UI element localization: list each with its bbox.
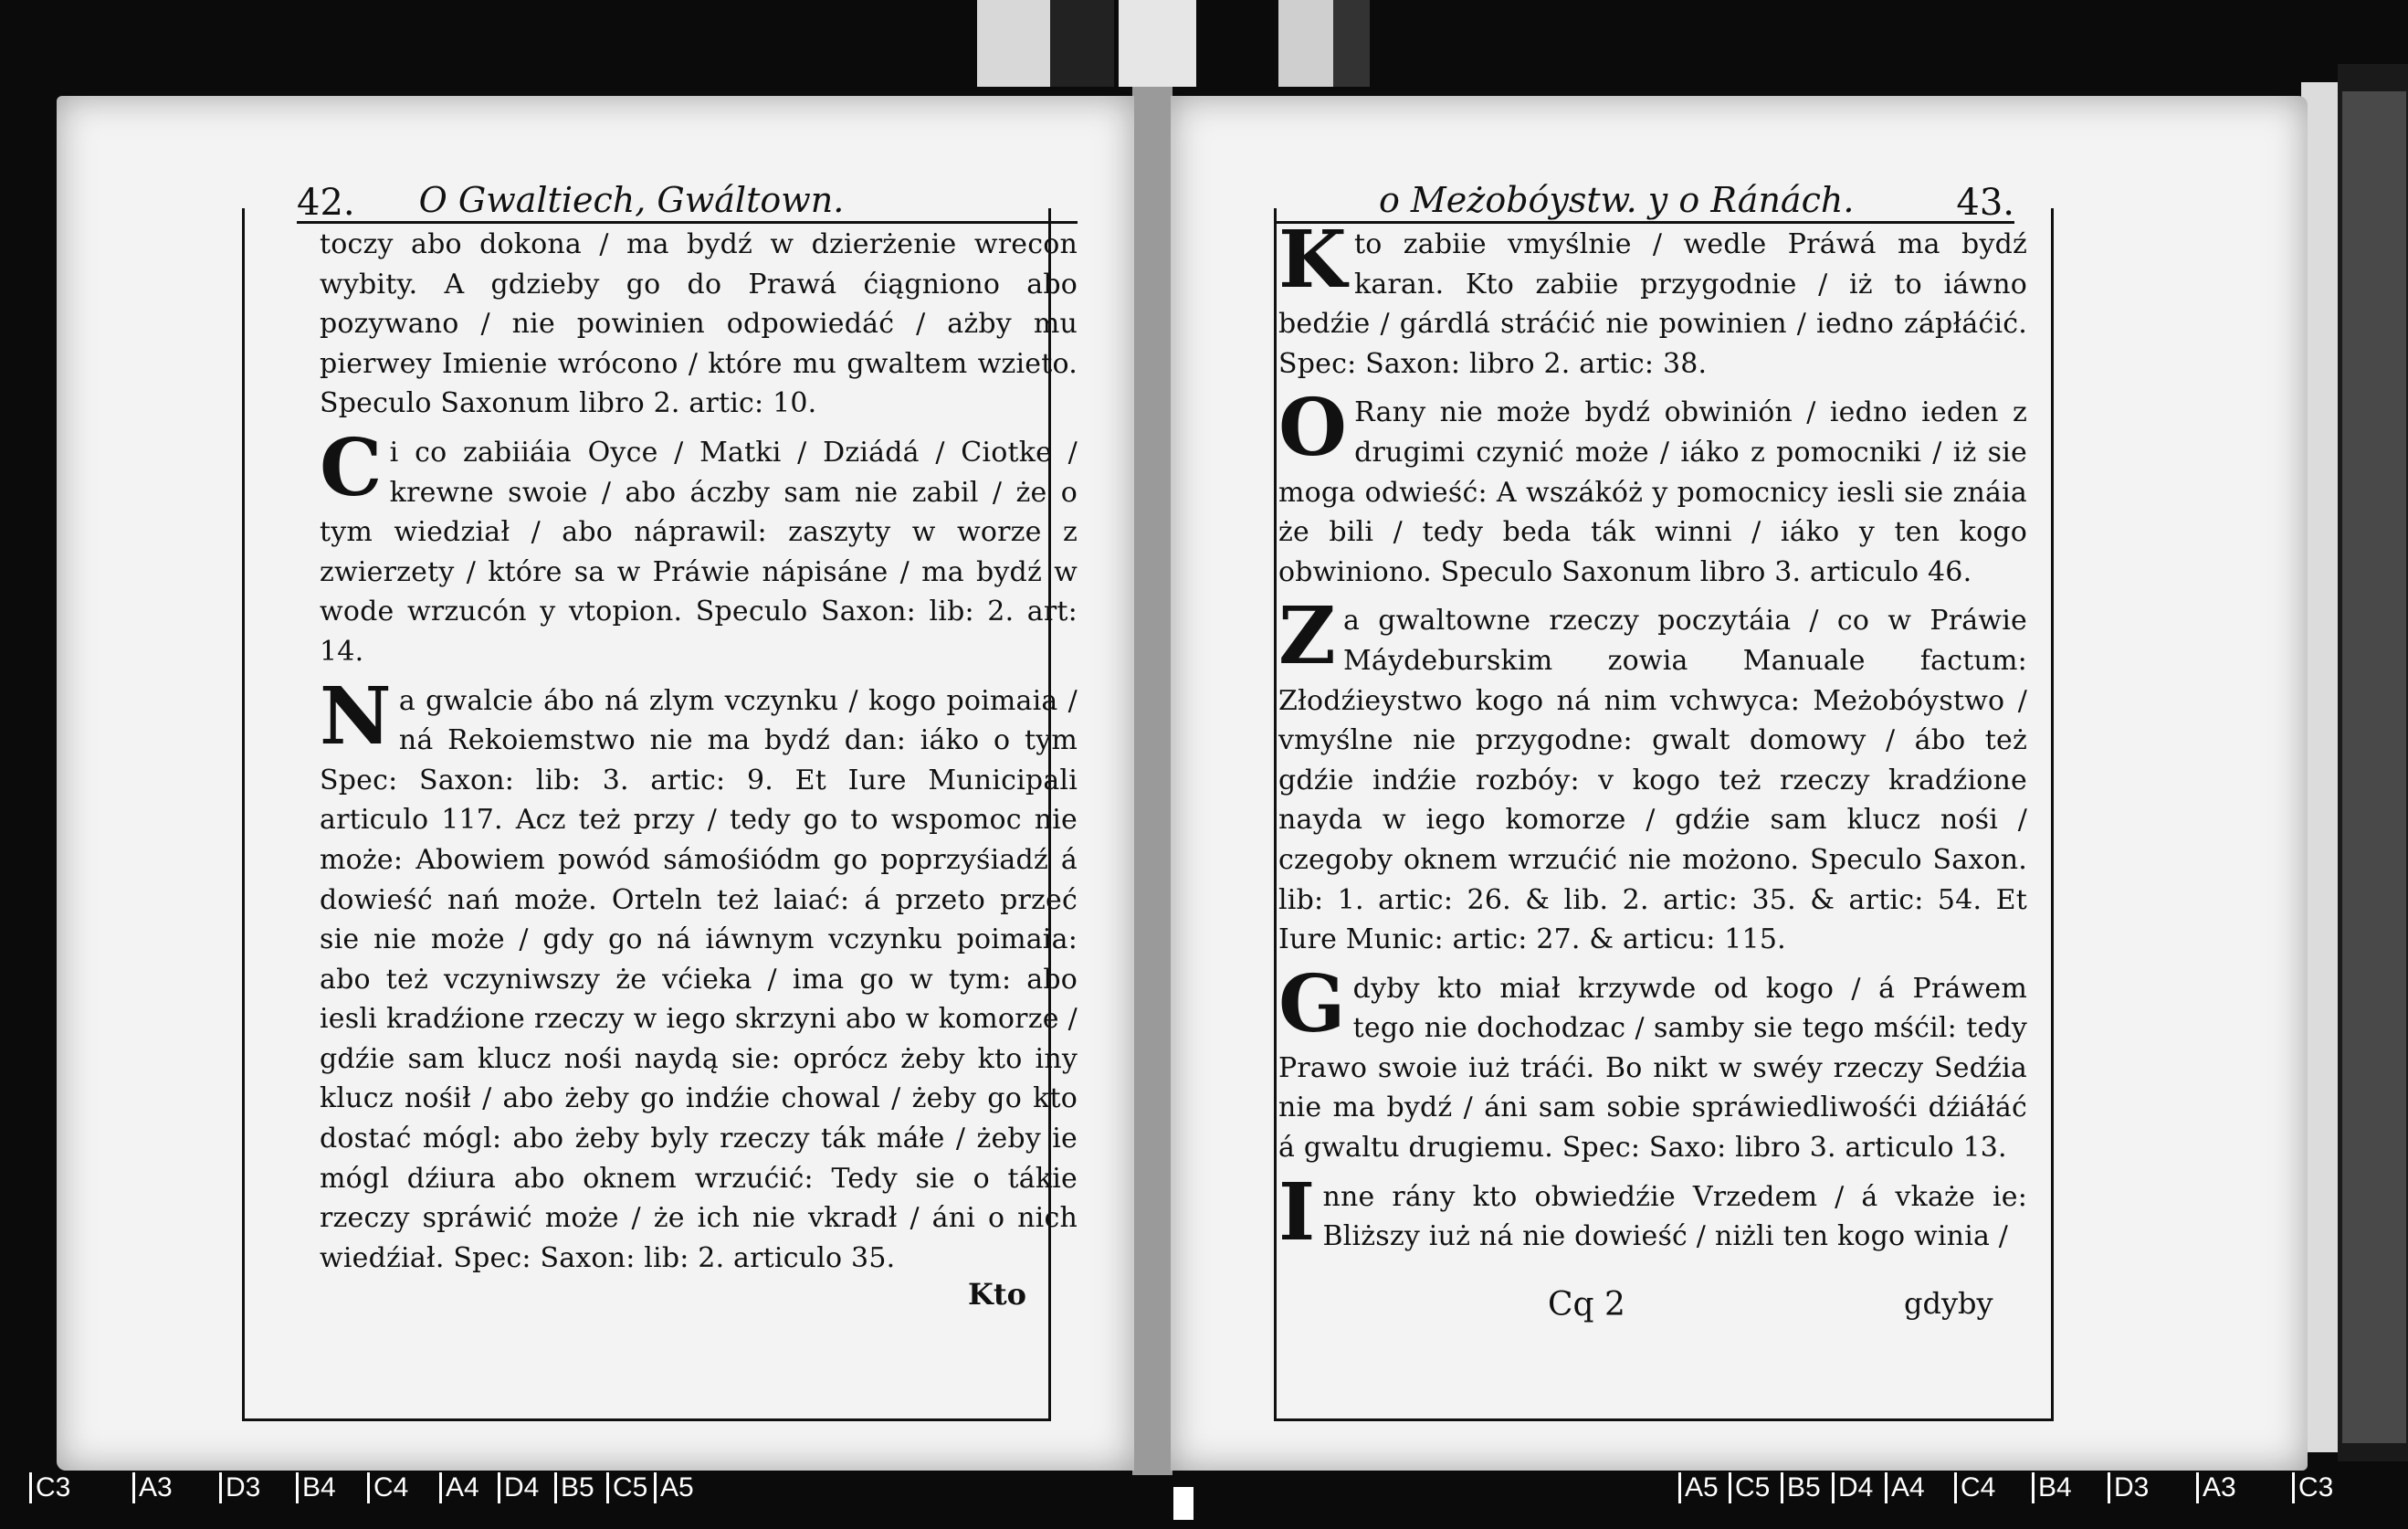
left-catchword: Kto [968, 1277, 1026, 1312]
strip-label: D3 [219, 1472, 260, 1503]
paragraph: Ci co zabiiáia Oyce / Matki / Dziádá / Ciotke / krewne swoie / abo áczby sam nie zabil / że o tym wiedział / abo náprawil: zaszyty w worze z zwierzety / które sa w Práwie nápisáne / ma bydź w wode wrzucón y vtopion. Speculo Saxon: lib: 2. art: 14. [320, 421, 1078, 668]
paragraph: Inne rány kto obwiedźie Vrzedem / á vkaże ie: Bliższy iuż ná nie dowieść / niżli ten kogo winia / [1278, 1165, 2027, 1259]
strip-label: C4 [367, 1472, 408, 1503]
strip-label: D4 [1832, 1472, 1873, 1503]
page-divider-marker [1173, 1487, 1193, 1520]
strip-label: C5 [606, 1472, 647, 1503]
right-catchword: gdyby [1904, 1286, 1993, 1321]
right-running-head: o Meżobóystw. y o Ránách. [1378, 180, 1855, 220]
paragraph: toczy abo dokona / ma bydź w dzierżenie wrecon wybity. A gdzieby go do Prawá ćiągniono abo pozywano / nie powinien odpowiedáć / ażby mu pierwey Imienie wrócono / które mu gwaltem wzieto. Speculo Saxonum libro 2. artic: 10. [320, 228, 1078, 420]
right-body-text [1278, 214, 2027, 1266]
right-running-header [1277, 175, 2014, 224]
left-folio: 42. [297, 182, 355, 224]
right-folio: 43. [1956, 182, 2014, 224]
strip-label: A5 [1678, 1472, 1719, 1503]
strip-label: B5 [1781, 1472, 1821, 1503]
paragraph: Za gwaltowne rzeczy poczytáia / co w Práwie Máydeburskim zowia Manuale factum: Złodźieystwo kogo ná nim vchwyca: Meżobóystwo / vmyślne nie przygodne: gwalt domowy / ábo też gdźie indźie rozbóy: v kogo też rzeczy kradźione nayda w iego komorze / gdźie sam klucz nośi / czegoby oknem wrzućić nie możono. Speculo Saxon. lib: 1. artic: 26. & lib. 2. artic: 35. & artic: 54. Et Iure Munic: artic: 27. & articu: 115. [1278, 590, 2027, 956]
strip-label: C3 [2292, 1472, 2333, 1503]
strip-label: B5 [554, 1472, 594, 1503]
paragraph: Gdyby kto miał krzywde od kogo / á Práwem tego nie dochodzac / samby sie tego mśćil: tedy Prawo swoie iuż tráći. Bo nikt w swéy rzeczy Sedźia nie ma bydź / áni sam sobie spráwiedliwośći dźiáłáć á gwaltu drugiemu. Spec: Saxo: libro 3. articulo 13. [1278, 957, 2027, 1165]
strip-label: A3 [2196, 1472, 2236, 1503]
paragraph: ORany nie może bydź obwinión / iedno ieden z drugimi czynić może / iáko z pomocniki / iż sie moga odwieść: A wszákóż y pomocnicy iesli sie znáia że bili / tedy beda ták winni / iáko y ten kogo obwiniono. Speculo Saxonum libro 3. articulo 46. [1278, 382, 2027, 588]
strip-label: C5 [1729, 1472, 1770, 1503]
signature-mark: Cq 2 [1548, 1286, 1625, 1323]
strip-label: A3 [132, 1472, 173, 1503]
strip-label: A4 [1885, 1472, 1925, 1503]
strip-label: B4 [296, 1472, 336, 1503]
strip-label: B4 [2032, 1472, 2072, 1503]
left-body-text [320, 225, 1078, 1287]
strip-label: C3 [29, 1472, 70, 1503]
left-running-header [297, 175, 1078, 224]
strip-label: D4 [498, 1472, 539, 1503]
paragraph: Na gwalcie ábo ná zlym vczynku / kogo poimaia / ná Rekoiemstwo nie ma bydź dan: iáko o tym Spec: Saxon: lib: 3. artic: 9. Et Iure Municipali articulo 117. Acz też przy / tedy go to wspomoc nie może: Abowiem powód sámośiódm go poprzyśiadź á dowieść nań może. Orteln też laiać: á przeto przeć sie nie może / gdy go ná iáwnym vczynku poimaia: abo też vczyniwszy że vćieka / ima go w tym: abo iesli kradźione rzeczy w iego skrzyni abo w komorze / gdźie sam klucz nośi naydą sie: oprócz żeby kto iny klucz nośił / abo żeby go indźie chowal / żeby go kto dostać mógl: abo żeby byly rzeczy ták máłe / żeby ie mógl dźiura abo oknem wrzućić: Tedy sie o tákie rzeczy spráwić może / że ich nie vkradł / áni o nich wiedźiał. Spec: Saxon: lib: 2. articulo 35. [320, 670, 1078, 1274]
paragraph: Kto zabiie vmyślnie / wedle Práwá ma bydź karan. Kto zabiie przygodnie / iż to iáwno bedźie / gárdlá stráćić nie powinien / iedno zápłáćić. Spec: Saxon: libro 2. artic: 38. [1278, 214, 2027, 380]
strip-label: C4 [1954, 1472, 1995, 1503]
strip-label: A4 [439, 1472, 479, 1503]
strip-label: D3 [2108, 1472, 2149, 1503]
strip-label: A5 [654, 1472, 694, 1503]
left-running-head: O Gwaltiech, Gwáltown. [418, 180, 845, 220]
